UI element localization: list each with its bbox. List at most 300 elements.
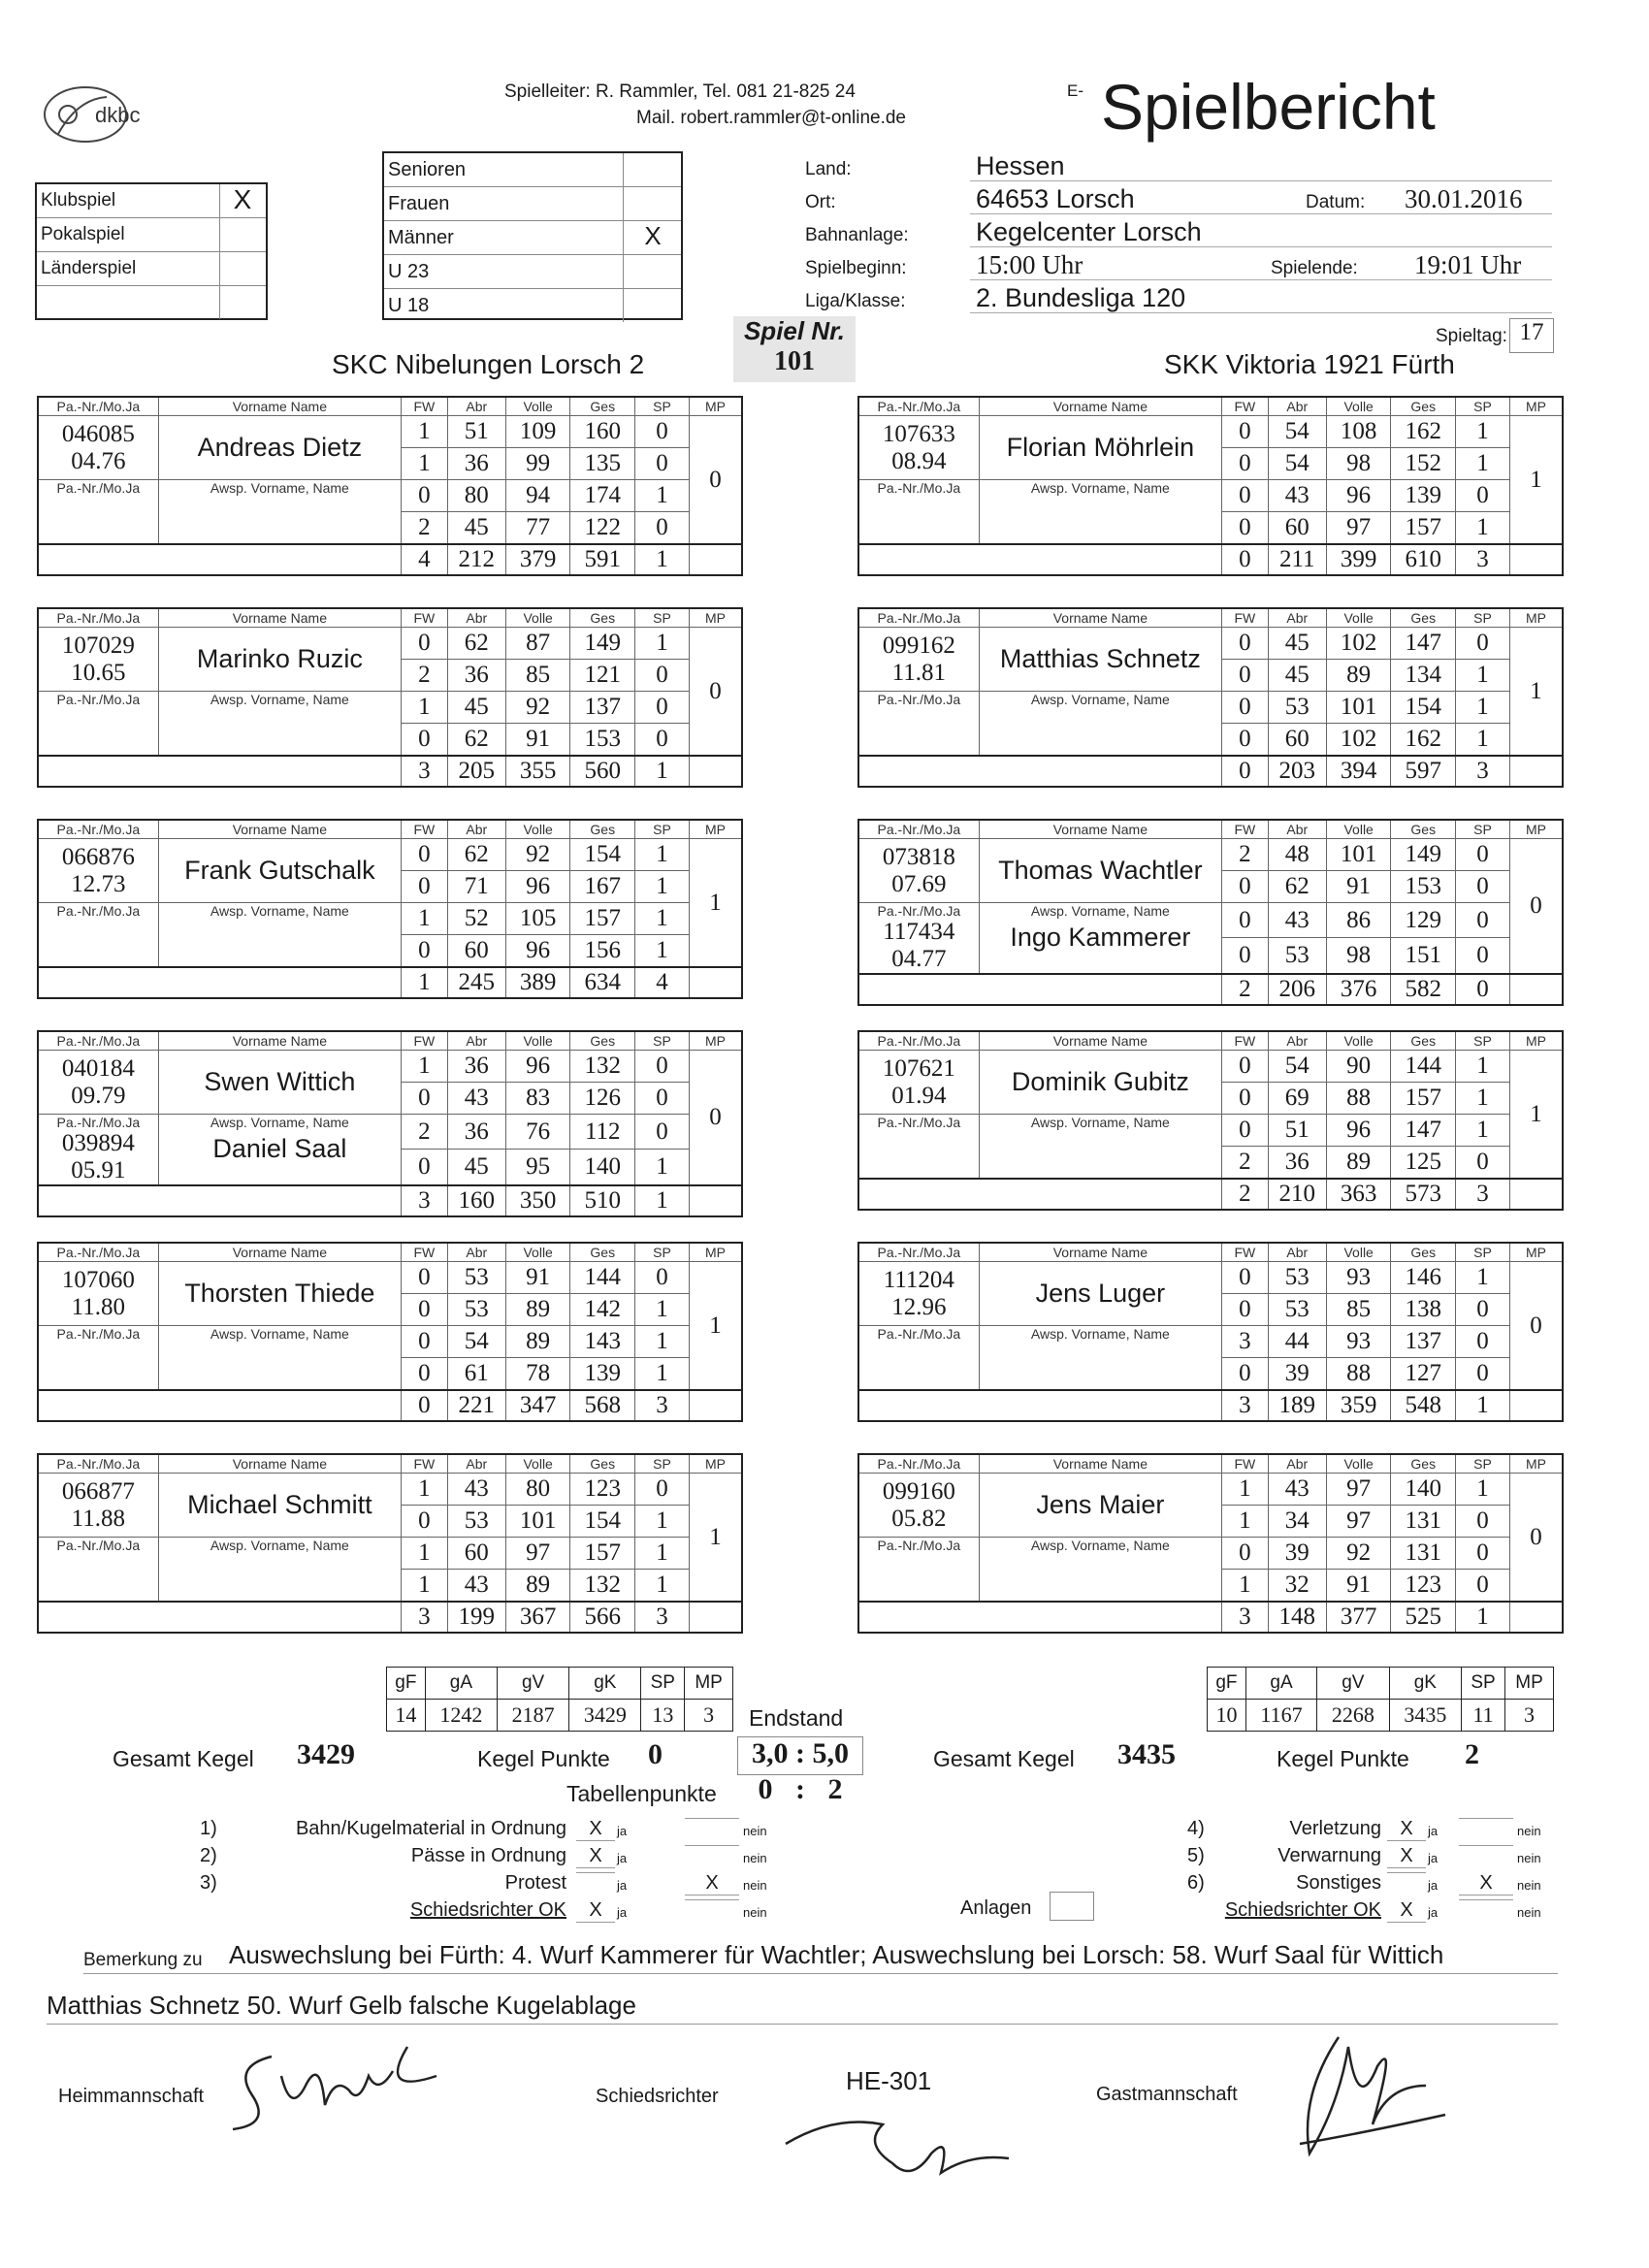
e-prefix: E- [1067,81,1083,100]
volle-value: 97 [1326,1474,1391,1506]
fw-value: 2 [402,512,448,545]
col-volle-header: Volle [1326,1454,1391,1474]
abr-value: 54 [1268,1051,1326,1083]
ges-value: 149 [570,628,635,660]
fw-value: 0 [402,480,448,512]
volle-value: 96 [1326,480,1391,512]
logo-text: dkbc [95,103,141,127]
player-id-cell [38,416,158,480]
player-pass-number: 107060 [61,1266,135,1293]
col-ges-header: Ges [570,1243,635,1262]
summary-value: 2268 [1317,1700,1389,1732]
volle-value: 80 [505,1474,570,1506]
fw-value: 0 [1222,692,1269,724]
mp-value: 0 [690,416,742,545]
col-pnr-header: Pa.-Nr./Mo.Ja [38,1454,158,1474]
ges-total: 597 [1391,756,1456,787]
ges-total: 582 [1391,974,1456,1005]
col-name-header: Vorname Name [979,1031,1221,1051]
sub-pass-number: 117434 [883,919,955,945]
abr-value: 43 [1268,903,1326,938]
summary-value: 3429 [569,1700,641,1732]
ges-value: 162 [1391,416,1456,448]
sub-pnr-header: Pa.-Nr./Mo.Ja [56,692,141,707]
ges-total: 568 [570,1390,635,1421]
col-mp-header: MP [1510,608,1563,628]
summary-header: MP [1505,1668,1554,1700]
fw-total: 1 [402,967,448,998]
abr-value: 45 [1268,660,1326,692]
col-volle-header: Volle [505,397,570,416]
abr-value: 80 [447,480,505,512]
col-abr-header: Abr [1268,820,1326,839]
remarks-label: Bemerkung zu [83,1950,203,1970]
check-label: Verwarnung [1277,1845,1381,1866]
player-name: Thomas Wachtler [979,839,1221,903]
col-volle-header: Volle [505,1243,570,1262]
fw-value: 0 [402,1262,448,1294]
ges-value: 126 [570,1083,635,1115]
ges-value: 157 [570,1538,635,1570]
mp-total-spacer [1510,756,1563,787]
player-id-cell [858,1051,979,1115]
category-row [384,153,681,187]
check-ja-label: ja [1428,1851,1439,1865]
away-signature [1280,2027,1455,2173]
mp-value: 0 [1510,1262,1563,1391]
abr-value: 45 [1268,628,1326,660]
abr-value: 36 [1268,1147,1326,1180]
check-nein-box[interactable] [685,1899,739,1900]
player-name: Matthias Schnetz [979,628,1221,692]
category-checkbox[interactable]: X [623,221,682,254]
sp-total: 3 [1456,756,1510,787]
ges-value: 121 [570,660,635,692]
sub-name: Daniel Saal [212,1134,347,1163]
sub-pnr-header: Pa.-Nr./Mo.Ja [56,1115,141,1130]
sub-name-cell [979,1538,1221,1603]
col-abr-header: Abr [1268,608,1326,628]
abr-value: 62 [1268,871,1326,903]
sub-name: Ingo Kammerer [1010,923,1191,952]
player-pass-number: 099162 [882,632,955,659]
volle-value: 89 [505,1294,570,1326]
sp-value: 1 [635,1358,690,1391]
abr-value: 43 [1268,1474,1326,1506]
player-pass-number: 073818 [882,843,955,870]
check-ja-label: ja [1428,1824,1439,1838]
sp-value: 1 [1456,512,1510,545]
ges-value: 144 [570,1262,635,1294]
ges-value: 147 [1391,628,1456,660]
volle-value: 78 [505,1358,570,1391]
volle-total: 350 [505,1185,570,1216]
sp-total: 3 [1456,1179,1510,1210]
fw-value: 0 [402,1326,448,1358]
player-table [857,607,1564,788]
check-ja-box[interactable]: X [1387,1845,1426,1868]
sp-value: 0 [1456,480,1510,512]
sp-value: 0 [1456,1358,1510,1391]
col-name-header: Vorname Name [158,1243,401,1262]
summary-value: 11 [1462,1700,1505,1732]
home-gesamt-label: Gesamt Kegel [113,1746,254,1771]
sp-value: 0 [1456,1326,1510,1358]
abr-total: 199 [447,1602,505,1633]
player-pass-number: 107029 [61,632,135,659]
sp-value: 0 [1456,839,1510,871]
check-ja-box[interactable]: X [1387,1818,1426,1841]
player-table [37,607,743,788]
sp-total: 4 [635,967,690,998]
abr-value: 36 [447,1115,505,1150]
check-ja-box[interactable]: X [576,1845,615,1868]
sp-value: 0 [635,416,690,448]
ges-value: 144 [1391,1051,1456,1083]
player-birth-month: 11.81 [891,659,946,686]
sp-total: 1 [1456,1390,1510,1421]
col-fw-header: FW [402,1454,448,1474]
col-pnr-header: Pa.-Nr./Mo.Ja [38,820,158,839]
fw-value: 0 [1222,628,1269,660]
category-checkbox[interactable] [623,187,682,220]
player-table [857,396,1564,576]
fw-value: 2 [1222,1147,1269,1180]
mp-total-spacer [690,1185,742,1216]
away-kegelpunkte-label: Kegel Punkte [1277,1746,1409,1771]
player-birth-month: 01.94 [891,1082,947,1109]
player-birth-month: 05.82 [891,1505,947,1532]
fw-total: 0 [1222,756,1269,787]
ref-signature [776,2095,1028,2192]
ges-value: 129 [1391,903,1456,938]
sp-value: 1 [1456,660,1510,692]
col-fw-header: FW [402,1243,448,1262]
match-type-checkbox[interactable]: X [219,184,265,217]
check-number: 4) [1187,1818,1205,1839]
category-checkbox[interactable] [623,289,682,322]
summary-value: 3 [1505,1700,1554,1732]
volle-value: 83 [505,1083,570,1115]
col-name-header: Vorname Name [979,820,1221,839]
ges-value: 140 [1391,1474,1456,1506]
col-mp-header: MP [690,1454,742,1474]
col-name-header: Vorname Name [979,608,1221,628]
col-pnr-header: Pa.-Nr./Mo.Ja [38,397,158,416]
spieltag-label: Spieltag: [1436,326,1507,346]
fw-total: 3 [402,1185,448,1216]
ges-value: 138 [1391,1294,1456,1326]
sp-value: 1 [635,480,690,512]
total-spacer [858,1390,1222,1421]
ende-label: Spielende: [1271,258,1358,278]
sub-name-header: Awsp. Vorname, Name [1030,1326,1170,1342]
anlagen-label: Anlagen [960,1897,1032,1919]
ges-value: 127 [1391,1358,1456,1391]
away-gesamt-label: Gesamt Kegel [933,1746,1075,1771]
fw-value: 1 [1222,1570,1269,1603]
sp-value: 1 [1456,1474,1510,1506]
check-ja-box[interactable] [1387,1872,1426,1873]
col-fw-header: FW [1222,1031,1269,1051]
player-id-cell [38,1051,158,1115]
check-nein-box[interactable] [685,1818,739,1819]
player-table [857,1453,1564,1634]
volle-total: 347 [505,1390,570,1421]
col-sp-header: SP [1456,608,1510,628]
col-sp-header: SP [635,1454,690,1474]
col-name-header: Vorname Name [158,1031,401,1051]
ges-value: 174 [570,480,635,512]
ges-value: 157 [1391,512,1456,545]
abr-value: 62 [447,839,505,871]
player-pass-number: 066877 [61,1477,135,1505]
summary-value: 2187 [497,1700,568,1732]
endstand-value: 3,0 : 5,0 [737,1736,863,1775]
spiel-nr-label: Spiel Nr. [743,316,846,345]
summary-header: gV [497,1668,568,1700]
sp-value: 0 [635,512,690,545]
total-spacer [858,1602,1222,1633]
check-nein-label: nein [1517,1905,1541,1920]
category-label: U 23 [388,261,430,282]
col-ges-header: Ges [1391,1454,1456,1474]
match-type-row [37,218,266,252]
col-mp-header: MP [1510,397,1563,416]
ges-value: 157 [1391,1083,1456,1115]
player-pass-number: 107621 [882,1054,955,1082]
abr-value: 48 [1268,839,1326,871]
ges-value: 134 [1391,660,1456,692]
ges-value: 149 [1391,839,1456,871]
volle-value: 98 [1326,938,1391,974]
col-name-header: Vorname Name [158,820,401,839]
player-table [37,1453,743,1634]
check-ja-label: ja [1428,1878,1439,1893]
col-abr-header: Abr [1268,1243,1326,1262]
fw-value: 2 [1222,839,1269,871]
volle-total: 394 [1326,756,1391,787]
player-name: Frank Gutschalk [158,839,401,903]
home-summary-table [386,1667,733,1732]
player-table [857,1030,1564,1211]
volle-value: 102 [1326,628,1391,660]
mp-total-spacer [1510,544,1563,575]
abr-total: 203 [1268,756,1326,787]
sub-id-cell [38,1538,158,1603]
sub-name-cell [979,1115,1221,1180]
mp-value: 1 [1510,1051,1563,1180]
volle-value: 96 [505,871,570,903]
volle-value: 94 [505,480,570,512]
sub-pnr-header: Pa.-Nr./Mo.Ja [877,1326,961,1342]
match-type-checkbox[interactable] [219,218,265,251]
check-nein-box[interactable] [685,1845,739,1846]
ges-total: 548 [1391,1390,1456,1421]
check-nein-box[interactable]: X [1459,1872,1513,1895]
sp-value: 0 [1456,1506,1510,1538]
sub-name-cell [158,692,401,757]
fw-value: 0 [1222,448,1269,480]
abr-value: 69 [1268,1083,1326,1115]
sub-pnr-header: Pa.-Nr./Mo.Ja [56,480,141,496]
category-checkbox[interactable] [623,255,682,288]
fw-value: 0 [402,1083,448,1115]
abr-value: 51 [1268,1115,1326,1147]
total-spacer [858,1179,1222,1210]
col-ges-header: Ges [570,820,635,839]
fw-value: 0 [1222,416,1269,448]
match-type-row [37,252,266,286]
spieltag-value: 17 [1509,318,1554,353]
sp-value: 0 [635,1051,690,1083]
col-mp-header: MP [1510,1243,1563,1262]
check-nein-label: nein [1517,1851,1541,1865]
abr-value: 54 [447,1326,505,1358]
player-pass-number: 066876 [61,843,135,870]
fw-value: 0 [1222,871,1269,903]
category-label: Senioren [388,159,467,180]
ges-value: 154 [570,839,635,871]
total-spacer [858,756,1222,787]
spiel-nr-value: 101 [774,346,815,376]
sp-value: 1 [635,1150,690,1185]
abr-value: 52 [447,903,505,935]
sub-id-cell [858,903,979,975]
abr-total: 212 [447,544,505,575]
summary-header: gA [425,1668,497,1700]
match-type-checkbox[interactable] [219,252,265,285]
volle-value: 92 [505,839,570,871]
check-ja-box[interactable]: X [1387,1899,1426,1923]
ges-value: 153 [1391,871,1456,903]
sp-value: 1 [635,1538,690,1570]
player-table [857,1242,1564,1422]
volle-value: 91 [1326,1570,1391,1603]
fw-value: 0 [402,871,448,903]
col-mp-header: MP [690,1031,742,1051]
sp-total: 3 [635,1390,690,1421]
sp-value: 0 [635,724,690,757]
col-pnr-header: Pa.-Nr./Mo.Ja [858,397,979,416]
col-pnr-header: Pa.-Nr./Mo.Ja [858,1243,979,1262]
volle-value: 93 [1326,1326,1391,1358]
page-title: Spielbericht [1101,71,1436,143]
check-ja-box[interactable] [576,1872,615,1873]
mp-value: 0 [690,628,742,757]
col-sp-header: SP [635,608,690,628]
col-fw-header: FW [402,397,448,416]
check-nein-label: nein [743,1905,767,1920]
abr-total: 189 [1268,1390,1326,1421]
sp-value: 1 [1456,724,1510,757]
away-summary-table [1207,1667,1554,1732]
fw-value: 1 [1222,1506,1269,1538]
sub-id-cell [38,480,158,545]
col-sp-header: SP [1456,397,1510,416]
summary-value: 3435 [1389,1700,1461,1732]
check-nein-box[interactable] [1459,1818,1513,1819]
col-name-header: Vorname Name [158,397,401,416]
abr-value: 36 [447,448,505,480]
fw-total: 0 [402,1390,448,1421]
away-kegelpunkte-value: 2 [1465,1738,1479,1770]
volle-value: 101 [1326,692,1391,724]
fw-value: 1 [402,416,448,448]
mp-total-spacer [1510,1390,1563,1421]
sub-name-header: Awsp. Vorname, Name [1030,692,1170,707]
sp-value: 0 [635,1083,690,1115]
home-signature-label: Heimmannschaft [58,2086,205,2107]
fw-value: 0 [1222,1294,1269,1326]
check-nein-box[interactable]: X [685,1872,739,1895]
mp-value: 0 [1510,839,1563,975]
ges-value: 132 [570,1051,635,1083]
match-type-row [37,286,266,319]
check-nein-label: nein [743,1824,767,1838]
col-ges-header: Ges [570,1031,635,1051]
player-table [37,1030,743,1217]
volle-value: 102 [1326,724,1391,757]
col-sp-header: SP [635,820,690,839]
check-nein-box[interactable] [1459,1899,1513,1900]
mp-value: 1 [1510,416,1563,545]
sp-total: 3 [1456,544,1510,575]
check-nein-box[interactable] [1459,1845,1513,1846]
fw-value: 1 [402,1570,448,1603]
check-number: 6) [1187,1872,1205,1894]
volle-total: 376 [1326,974,1391,1005]
sp-value: 1 [635,871,690,903]
fw-value: 0 [1222,1538,1269,1570]
player-id-cell [858,839,979,903]
tabellenpunkte-home: 0 [758,1773,773,1805]
player-name: Michael Schmitt [158,1474,401,1538]
summary-header: MP [685,1668,733,1700]
col-fw-header: FW [1222,1243,1269,1262]
volle-value: 105 [505,903,570,935]
home-kegelpunkte-value: 0 [648,1738,663,1770]
sub-name-cell [158,480,401,545]
abr-value: 44 [1268,1326,1326,1358]
check-ja-label: ja [1428,1905,1439,1920]
abr-total: 211 [1268,544,1326,575]
col-ges-header: Ges [570,608,635,628]
fw-value: 0 [1222,512,1269,545]
check-ja-box[interactable]: X [576,1818,615,1841]
volle-value: 108 [1326,416,1391,448]
sub-id-cell [38,692,158,757]
match-type-label: Pokalspiel [41,224,125,244]
sub-name-header: Awsp. Vorname, Name [210,480,349,496]
total-spacer [858,544,1222,575]
volle-total: 363 [1326,1179,1391,1210]
sp-value: 1 [1456,1051,1510,1083]
col-abr-header: Abr [1268,397,1326,416]
check-ja-box[interactable]: X [576,1899,615,1923]
summary-value: 3 [685,1700,733,1732]
mp-value: 1 [690,1474,742,1603]
sub-id-cell [38,1115,158,1186]
category-checkbox[interactable] [623,153,682,186]
mp-total-spacer [1510,974,1563,1005]
check-label: Schiedsrichter OK [1224,1899,1381,1921]
sp-total: 1 [635,756,690,787]
mp-total-spacer [1510,1602,1563,1633]
match-type-checkbox[interactable] [219,286,265,319]
abr-value: 43 [1268,480,1326,512]
tabellenpunkte-label: Tabellenpunkte [566,1781,717,1806]
